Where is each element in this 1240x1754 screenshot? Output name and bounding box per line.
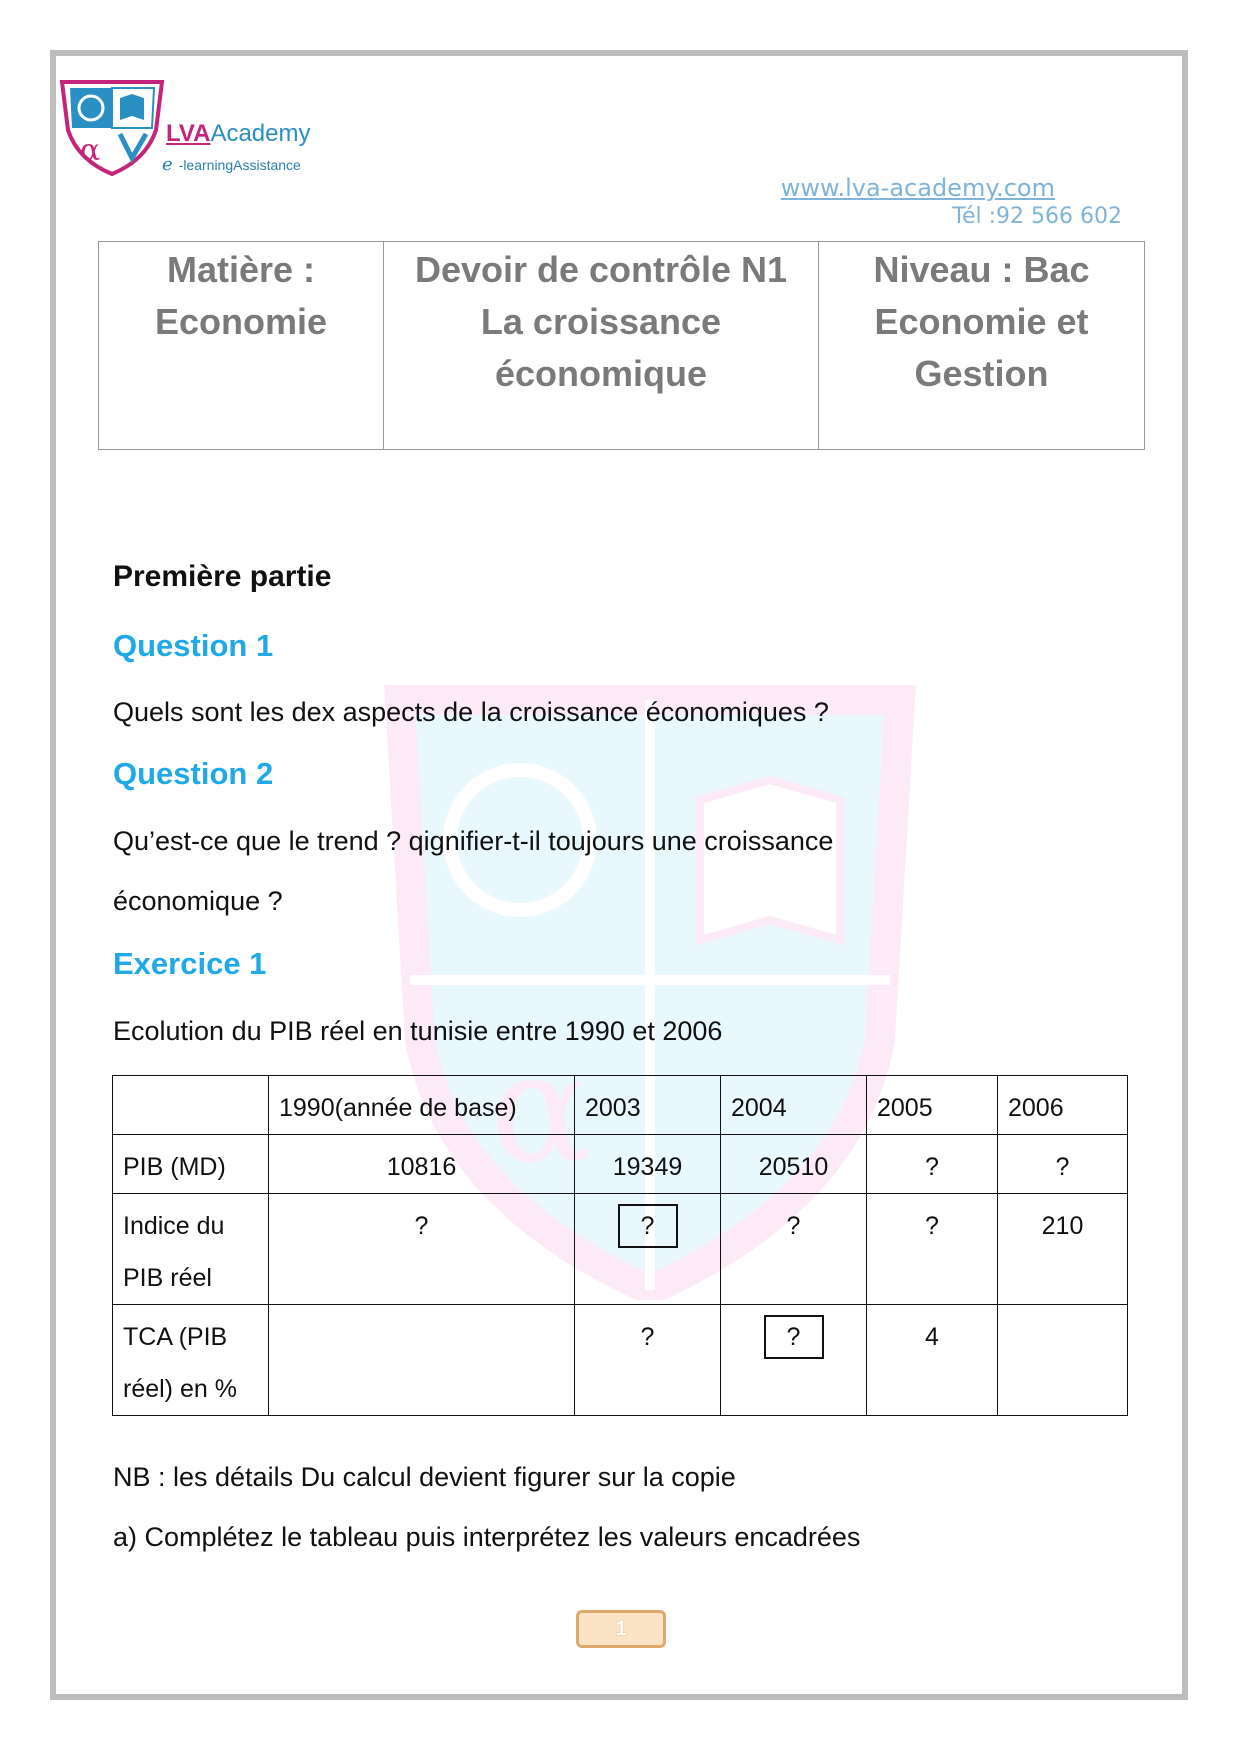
row-label: PIB (MD) <box>113 1135 269 1194</box>
table-cell: ? <box>269 1194 575 1305</box>
table-row-pib <box>113 1135 1128 1194</box>
brand-tagline: e -learningAssistance <box>162 154 301 175</box>
question-1-title: Question 1 <box>113 628 274 663</box>
brand-name: LVAAcademy <box>166 120 311 147</box>
table-cell: ? <box>575 1305 721 1416</box>
exercise-1-title: Exercice 1 <box>113 946 267 981</box>
website-link[interactable]: www.lva-academy.com <box>780 174 1055 202</box>
table-header-2006: 2006 <box>998 1076 1128 1135</box>
table-header-2005: 2005 <box>867 1076 998 1135</box>
row-label: TCA (PIB réel) en % <box>113 1305 269 1416</box>
exercise-1-text: Ecolution du PIB réel en tunisie entre 1990 et 2006 <box>113 1016 723 1046</box>
table-cell: 10816 <box>269 1135 575 1194</box>
header-info-table <box>98 241 1145 450</box>
svg-text:α: α <box>490 1022 592 1196</box>
boxed-value: ? <box>618 1204 678 1248</box>
question-2-title: Question 2 <box>113 756 274 791</box>
nb-note: NB : les détails Du calcul devient figurer sur la copie <box>113 1462 736 1492</box>
table-cell: ? <box>998 1135 1128 1194</box>
table-cell <box>575 1194 721 1305</box>
table-cell: 210 <box>998 1194 1128 1305</box>
row-label: Indice du PIB réel <box>113 1194 269 1305</box>
phone-number: Tél :92 566 602 <box>952 204 1122 229</box>
academy-logo-icon <box>58 78 166 176</box>
table-cell <box>269 1305 575 1416</box>
table-cell <box>721 1305 867 1416</box>
table-cell: ? <box>867 1135 998 1194</box>
table-header-1990: 1990(année de base) <box>269 1076 575 1135</box>
gdp-table <box>112 1075 1128 1416</box>
table-row-tca <box>113 1305 1128 1416</box>
table-cell <box>113 1076 269 1135</box>
subject-cell: Matière : Economie <box>99 242 384 450</box>
table-header-row <box>113 1076 1128 1135</box>
table-header-2004: 2004 <box>721 1076 867 1135</box>
part-title: Première partie <box>113 560 332 593</box>
page-number-badge: 1 <box>576 1610 666 1648</box>
question-2-text-line1: Qu’est-ce que le trend ? qignifier-t-il toujours une croissance <box>113 826 834 856</box>
question-1-text: Quels sont les dex aspects de la croissance économiques ? <box>113 697 829 727</box>
level-cell: Niveau : Bac Economie et Gestion <box>819 242 1145 450</box>
table-header-2003: 2003 <box>575 1076 721 1135</box>
title-cell: Devoir de contrôle N1 La croissance économique <box>384 242 819 450</box>
task-a: a) Complétez le tableau puis interprétez les valeurs encadrées <box>113 1522 861 1552</box>
boxed-value: ? <box>764 1315 824 1359</box>
table-cell: ? <box>721 1194 867 1305</box>
table-cell: ? <box>867 1194 998 1305</box>
table-cell: 4 <box>867 1305 998 1416</box>
question-2-text-line2: économique ? <box>113 886 283 916</box>
table-cell: 19349 <box>575 1135 721 1194</box>
table-row-index <box>113 1194 1128 1305</box>
table-cell: 20510 <box>721 1135 867 1194</box>
table-cell <box>998 1305 1128 1416</box>
svg-text:α: α <box>80 133 101 168</box>
